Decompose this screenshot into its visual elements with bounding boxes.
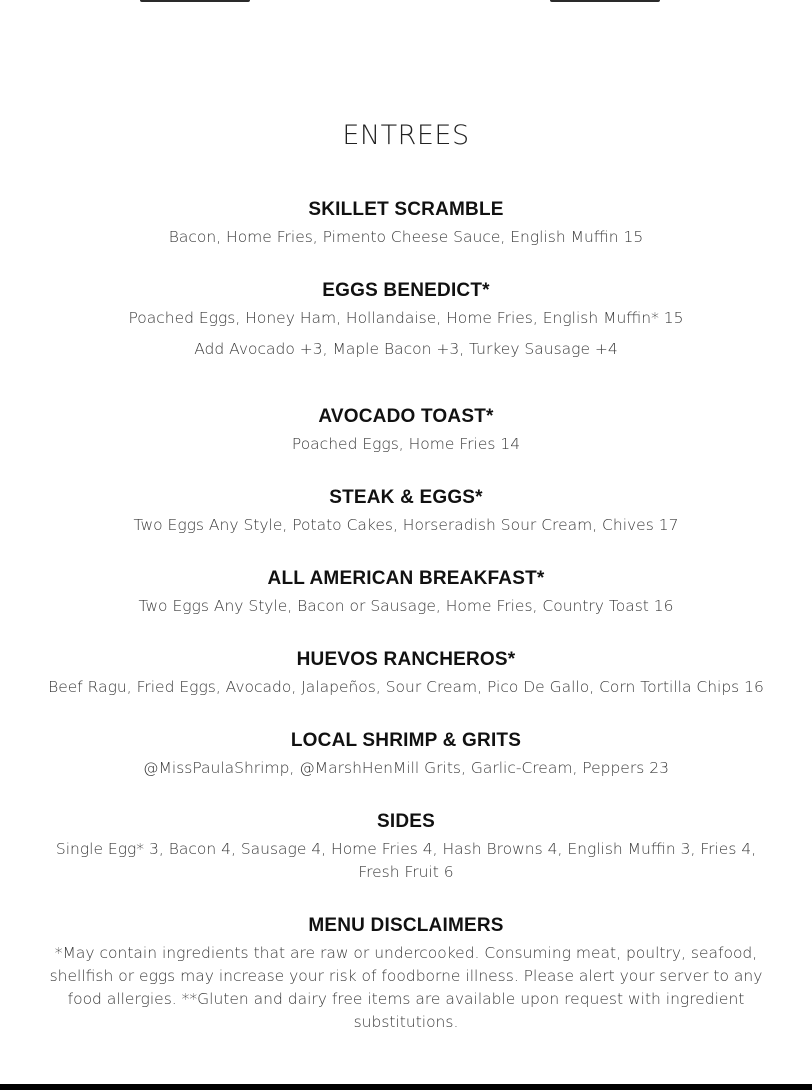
menu-item-avocado-toast xyxy=(0,405,812,456)
menu-item-local-shrimp-and-grits xyxy=(0,729,812,780)
item-name: MENU DISCLAIMERS xyxy=(308,915,504,936)
item-name: AVOCADO TOAST* xyxy=(318,406,494,427)
item-name: ALL AMERICAN BREAKFAST* xyxy=(267,568,545,589)
item-add-ons: Add Avocado +3, Maple Bacon +3, Turkey Sausage +4 xyxy=(194,340,618,358)
menu-item-huevos-rancheros xyxy=(0,648,812,699)
item-name: SKILLET SCRAMBLE xyxy=(308,199,504,220)
menu-item-eggs-benedict xyxy=(0,279,812,361)
menu-item-steak-and-eggs xyxy=(0,486,812,537)
section-title: ENTREES xyxy=(342,120,470,151)
bottom-border xyxy=(0,1084,812,1090)
item-description: Bacon, Home Fries, Pimento Cheese Sauce, English Muffin 15 xyxy=(168,228,644,246)
item-description: Two Eggs Any Style, Potato Cakes, Horseradish Sour Cream, Chives 17 xyxy=(133,516,679,534)
menu-disclaimers xyxy=(0,914,812,1034)
menu-item-skillet-scramble xyxy=(0,198,812,249)
item-name: HUEVOS RANCHEROS* xyxy=(296,649,516,670)
item-description: Single Egg* 3, Bacon 4, Sausage 4, Home Fries 4, Hash Browns 4, English Muffin 3, Fries 4, Fresh Fruit 6 xyxy=(55,840,757,881)
cropped-text-fragment xyxy=(140,0,250,2)
item-description: @MissPaulaShrimp, @MarshHenMill Grits, Garlic-Cream, Peppers 23 xyxy=(143,759,669,777)
item-name: LOCAL SHRIMP & GRITS xyxy=(290,730,522,751)
menu-item-all-american-breakfast xyxy=(0,567,812,618)
item-description: Beef Ragu, Fried Eggs, Avocado, Jalapeños, Sour Cream, Pico De Gallo, Corn Tortilla Chips 16 xyxy=(48,678,764,696)
item-description: Two Eggs Any Style, Bacon or Sausage, Home Fries, Country Toast 16 xyxy=(138,597,674,615)
item-name: STEAK & EGGS* xyxy=(329,487,483,508)
disclaimer-text: *May contain ingredients that are raw or undercooked. Consuming meat, poultry, seafood, shellfish or eggs may increase your risk of foodborne illness. Please alert your server to any food allergies. **Gluten and dairy free items are available upon request with ingredient substitutions. xyxy=(49,944,763,1031)
cropped-text-fragment xyxy=(550,0,660,2)
item-description: Poached Eggs, Honey Ham, Hollandaise, Home Fries, English Muffin* 15 xyxy=(128,309,684,327)
item-description: Poached Eggs, Home Fries 14 xyxy=(291,435,521,453)
item-name: SIDES xyxy=(376,811,436,832)
menu-item-sides xyxy=(0,810,812,884)
menu-page xyxy=(0,118,812,1064)
item-name: EGGS BENEDICT* xyxy=(322,280,490,301)
previous-section-cropped-text xyxy=(140,0,660,4)
